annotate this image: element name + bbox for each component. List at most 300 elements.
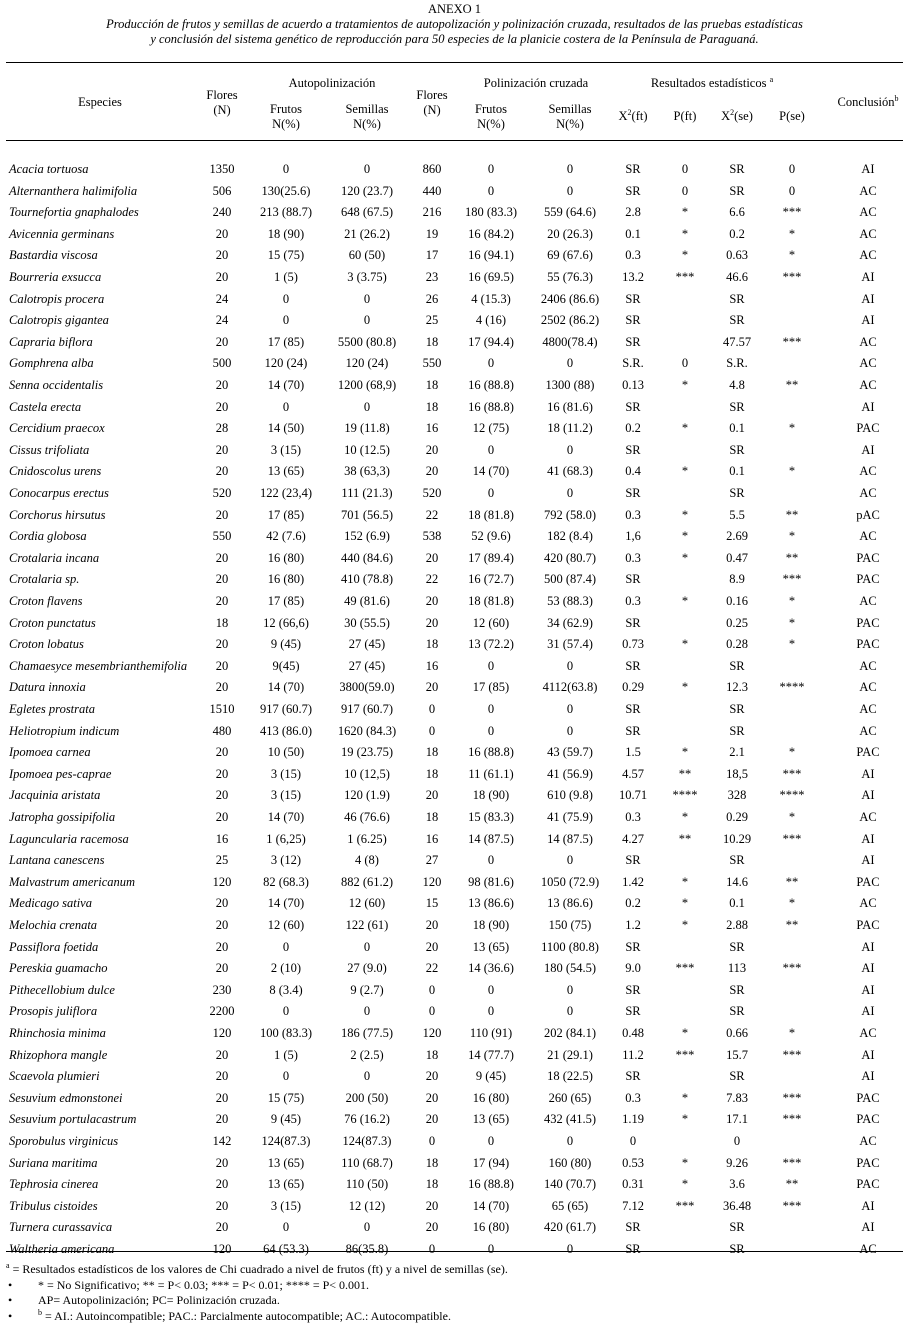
cell-ap-frutos: 17 (85) bbox=[267, 594, 305, 608]
header-pc-frutos bbox=[460, 102, 522, 132]
header-flores-ap-line1: Flores bbox=[206, 88, 238, 102]
cell-x2-ft: 0.2 bbox=[625, 421, 641, 436]
cell-pc-frutos: 16 (69.5) bbox=[468, 270, 514, 284]
cell-pc-semillas: 1300 (88) bbox=[545, 378, 595, 392]
cell-pc-frutos: 14 (77.7) bbox=[468, 1047, 514, 1062]
cell-species: Passiflora foetida bbox=[9, 939, 99, 954]
cell-ap-semillas: 3 (3.75) bbox=[347, 270, 387, 284]
cell-pc-semillas: 0 bbox=[566, 723, 574, 738]
cell-pc-frutos: 12 (60) bbox=[472, 615, 510, 630]
cell-ap-semillas: 5500 (80.8) bbox=[337, 334, 397, 349]
cell-x2-se: SR bbox=[729, 442, 745, 457]
cell-species: Rhinchosia minima bbox=[9, 1026, 106, 1040]
table-row bbox=[0, 980, 909, 1002]
cell-species: Cercidium praecox bbox=[9, 421, 105, 436]
cell-p-se: * bbox=[788, 248, 796, 263]
cell-p-ft: * bbox=[681, 1090, 689, 1105]
cell-flores-pc: 19 bbox=[425, 226, 439, 241]
cell-pc-semillas: 0 bbox=[566, 162, 574, 176]
cell-x2-ft: 9.0 bbox=[625, 961, 641, 976]
cell-x2-se: 0.66 bbox=[726, 1026, 748, 1040]
cell-conclusion: AC bbox=[859, 356, 877, 371]
cell-x2-se: 2.88 bbox=[726, 918, 748, 932]
cell-ap-semillas: 0 bbox=[363, 1004, 371, 1019]
cell-flores-ap: 20 bbox=[215, 378, 229, 392]
cell-pc-frutos: 0 bbox=[487, 1134, 495, 1148]
cell-ap-semillas: 86(35.8) bbox=[345, 1242, 389, 1256]
cell-flores-ap: 20 bbox=[215, 1069, 229, 1084]
cell-ap-semillas: 1 (6.25) bbox=[347, 831, 387, 846]
cell-pc-semillas: 180 (54.5) bbox=[543, 961, 597, 976]
cell-flores-ap: 20 bbox=[215, 334, 229, 349]
cell-ap-semillas: 2 (2.5) bbox=[350, 1047, 384, 1062]
cell-species: Ipomoea pes-caprae bbox=[9, 766, 112, 781]
cell-pc-semillas: 55 (76.3) bbox=[547, 270, 593, 284]
cell-pc-frutos: 18 (81.8) bbox=[468, 594, 514, 608]
cell-ap-frutos: 13 (65) bbox=[267, 464, 305, 479]
cell-pc-frutos: 0 bbox=[487, 1242, 495, 1256]
cell-x2-se: 36.48 bbox=[722, 1198, 752, 1213]
table-row bbox=[0, 505, 909, 527]
cell-ap-semillas: 110 (50) bbox=[345, 1177, 389, 1192]
table-row bbox=[0, 1066, 909, 1088]
cell-pc-semillas: 16 (81.6) bbox=[547, 399, 593, 414]
cell-ap-frutos: 9 (45) bbox=[270, 637, 302, 652]
table-row bbox=[0, 872, 909, 894]
footnote-abbreviations-text: AP= Autopolinización; PC= Polinización cruzada. bbox=[38, 1293, 280, 1307]
cell-x2-ft: 1.5 bbox=[625, 745, 641, 760]
cell-x2-se: 17.1 bbox=[726, 1112, 748, 1127]
footnote-significance bbox=[6, 1278, 903, 1294]
cell-x2-se: SR bbox=[729, 982, 745, 997]
cell-pc-semillas: 0 bbox=[566, 356, 574, 371]
cell-flores-ap: 20 bbox=[215, 961, 229, 976]
cell-p-ft: * bbox=[681, 810, 689, 824]
header-x2-ft bbox=[608, 109, 658, 124]
cell-pc-semillas: 65 (65) bbox=[551, 1198, 589, 1213]
cell-flores-ap: 20 bbox=[215, 680, 229, 695]
cell-pc-semillas: 140 (70.7) bbox=[543, 1177, 597, 1192]
cell-species: Rhizophora mangle bbox=[9, 1047, 108, 1062]
table-row bbox=[0, 807, 909, 829]
cell-species: Capraria biflora bbox=[9, 334, 93, 349]
cell-x2-se: 46.6 bbox=[726, 270, 748, 284]
cell-ap-semillas: 440 (84.6) bbox=[340, 550, 394, 565]
cell-pc-frutos: 16 (88.8) bbox=[468, 378, 514, 392]
cell-ap-semillas: 200 (50) bbox=[345, 1090, 389, 1105]
cell-p-se: *** bbox=[782, 270, 802, 284]
cell-conclusion: AC bbox=[859, 1242, 877, 1256]
cell-conclusion: AI bbox=[861, 961, 875, 976]
cell-pc-frutos: 0 bbox=[487, 356, 495, 371]
cell-x2-se: SR bbox=[729, 183, 745, 198]
cell-ap-frutos: 917 (60.7) bbox=[259, 702, 313, 716]
cell-x2-se: SR bbox=[729, 399, 745, 414]
cell-ap-frutos: 9(45) bbox=[272, 658, 300, 673]
cell-species: Egletes prostrata bbox=[9, 702, 95, 716]
cell-flores-ap: 230 bbox=[212, 982, 232, 997]
cell-ap-frutos: 122 (23,4) bbox=[259, 486, 313, 500]
cell-flores-ap: 20 bbox=[215, 1220, 229, 1235]
cell-flores-pc: 18 bbox=[425, 378, 439, 392]
cell-p-ft: * bbox=[681, 529, 689, 544]
table-row bbox=[0, 721, 909, 743]
cell-x2-ft: 0.48 bbox=[622, 1026, 644, 1040]
cell-p-se: ** bbox=[785, 550, 799, 565]
cell-x2-ft: SR bbox=[625, 183, 641, 198]
cell-flores-pc: 20 bbox=[425, 1069, 439, 1084]
table-row bbox=[0, 245, 909, 267]
cell-p-ft: * bbox=[681, 421, 689, 436]
header-pc-semillas-line2: N(%) bbox=[556, 117, 584, 131]
cell-flores-pc: 0 bbox=[428, 1242, 436, 1256]
cell-pc-frutos: 52 (9.6) bbox=[471, 529, 511, 544]
cell-species: Pithecellobium dulce bbox=[9, 982, 115, 997]
table-row bbox=[0, 1109, 909, 1131]
cell-flores-pc: 22 bbox=[425, 961, 439, 976]
cell-ap-semillas: 0 bbox=[363, 162, 371, 176]
cell-x2-se: 0.47 bbox=[726, 550, 748, 565]
cell-ap-semillas: 0 bbox=[363, 291, 371, 306]
cell-conclusion: AC bbox=[859, 702, 877, 716]
cell-p-ft: * bbox=[681, 745, 689, 760]
cell-pc-semillas: 34 (62.9) bbox=[547, 615, 593, 630]
header-flores-ap bbox=[200, 88, 244, 118]
cell-ap-frutos: 3 (15) bbox=[270, 788, 302, 803]
cell-p-se: ** bbox=[785, 1177, 799, 1192]
cell-flores-pc: 16 bbox=[425, 658, 439, 673]
cell-ap-frutos: 18 (90) bbox=[267, 226, 305, 241]
cell-flores-ap: 20 bbox=[215, 226, 229, 241]
cell-pc-semillas: 1050 (72.9) bbox=[540, 874, 600, 889]
cell-species: Ipomoea carnea bbox=[9, 745, 91, 760]
cell-flores-ap: 20 bbox=[215, 550, 229, 565]
header-pc-semillas bbox=[528, 102, 612, 132]
cell-ap-frutos: 1 (5) bbox=[274, 1047, 298, 1062]
cell-flores-pc: 16 bbox=[425, 421, 439, 436]
cell-pc-semillas: 0 bbox=[566, 982, 574, 997]
cell-conclusion: PAC bbox=[856, 918, 880, 932]
cell-flores-ap: 520 bbox=[212, 486, 232, 500]
cell-x2-ft: 0.13 bbox=[622, 378, 644, 392]
cell-ap-frutos: 64 (53.3) bbox=[263, 1242, 309, 1256]
cell-pc-frutos: 0 bbox=[487, 853, 495, 868]
cell-species: Alternanthera halimifolia bbox=[9, 183, 138, 198]
cell-conclusion: pAC bbox=[856, 507, 880, 522]
cell-p-ft: * bbox=[681, 248, 689, 263]
cell-pc-semillas: 0 bbox=[566, 702, 574, 716]
cell-pc-semillas: 0 bbox=[566, 853, 574, 868]
cell-pc-frutos: 16 (72.7) bbox=[468, 572, 514, 587]
cell-ap-frutos: 213 (88.7) bbox=[259, 205, 313, 220]
cell-flores-ap: 20 bbox=[215, 1155, 229, 1170]
cell-ap-semillas: 120 (24) bbox=[345, 356, 389, 371]
cell-flores-pc: 23 bbox=[425, 270, 439, 284]
cell-x2-se: 0.2 bbox=[729, 226, 745, 241]
cell-pc-semillas: 13 (86.6) bbox=[547, 896, 593, 911]
cell-p-ft: 0 bbox=[681, 162, 689, 176]
header-pc-semillas-line1: Semillas bbox=[548, 102, 592, 116]
header-ap-frutos bbox=[256, 102, 316, 132]
cell-p-ft: * bbox=[681, 1112, 689, 1127]
cell-flores-pc: 20 bbox=[425, 788, 439, 803]
cell-pc-semillas: 4112(63.8) bbox=[542, 680, 598, 695]
cell-flores-ap: 28 bbox=[215, 421, 229, 436]
cell-p-se: * bbox=[788, 896, 796, 911]
cell-x2-ft: S.R. bbox=[622, 356, 644, 371]
cell-pc-semillas: 420 (61.7) bbox=[543, 1220, 597, 1235]
cell-species: Cnidoscolus urens bbox=[9, 464, 102, 479]
cell-x2-se: SR bbox=[729, 1220, 745, 1235]
cell-conclusion: AC bbox=[859, 594, 877, 608]
header-rule bbox=[6, 140, 903, 141]
cell-species: Bourreria exsucca bbox=[9, 270, 102, 284]
cell-flores-ap: 25 bbox=[215, 853, 229, 868]
cell-p-se: *** bbox=[782, 334, 802, 349]
cell-conclusion: PAC bbox=[856, 1112, 880, 1127]
cell-flores-ap: 506 bbox=[212, 183, 232, 198]
cell-pc-frutos: 16 (94.1) bbox=[468, 248, 514, 263]
cell-ap-frutos: 130(25.6) bbox=[261, 183, 311, 198]
footnotes bbox=[6, 1262, 903, 1324]
table-row bbox=[0, 1001, 909, 1023]
header-x2-se-sup: 2 bbox=[730, 107, 735, 117]
cell-species: Chamaesyce mesembrianthemifolia bbox=[9, 658, 188, 673]
cell-flores-ap: 2200 bbox=[209, 1004, 235, 1019]
cell-pc-semillas: 2406 (86.6) bbox=[540, 291, 600, 306]
cell-flores-ap: 18 bbox=[215, 615, 229, 630]
cell-conclusion: AI bbox=[861, 1069, 875, 1084]
table-row bbox=[0, 159, 909, 181]
table-row bbox=[0, 353, 909, 375]
cell-flores-pc: 17 bbox=[425, 248, 439, 263]
cell-ap-semillas: 4 (8) bbox=[355, 853, 379, 868]
cell-ap-frutos: 1 (6,25) bbox=[266, 831, 306, 846]
cell-x2-ft: 13.2 bbox=[622, 270, 644, 284]
cell-flores-pc: 0 bbox=[428, 723, 436, 738]
cell-flores-pc: 550 bbox=[422, 356, 442, 371]
cell-p-se: 0 bbox=[788, 162, 796, 176]
cell-p-ft: * bbox=[681, 226, 689, 241]
cell-flores-ap: 20 bbox=[215, 464, 229, 479]
cell-ap-semillas: 10 (12.5) bbox=[344, 442, 390, 457]
cell-ap-frutos: 14 (70) bbox=[267, 896, 305, 911]
cell-flores-ap: 20 bbox=[215, 1177, 229, 1192]
cell-ap-frutos: 0 bbox=[282, 162, 290, 176]
table-row bbox=[0, 1045, 909, 1067]
cell-flores-pc: 538 bbox=[422, 529, 442, 544]
cell-flores-ap: 20 bbox=[215, 399, 229, 414]
table-row bbox=[0, 1023, 909, 1045]
cell-species: Croton punctatus bbox=[9, 615, 96, 630]
cell-x2-se: 7.83 bbox=[726, 1090, 748, 1105]
cell-conclusion: AI bbox=[861, 766, 875, 781]
cell-ap-frutos: 0 bbox=[282, 399, 290, 414]
cell-species: Waltheria americana bbox=[9, 1242, 115, 1256]
cell-ap-frutos: 3 (12) bbox=[270, 853, 302, 868]
cell-conclusion: AC bbox=[859, 723, 877, 738]
cell-pc-frutos: 0 bbox=[487, 702, 495, 716]
cell-x2-se: 0.1 bbox=[729, 421, 745, 436]
cell-p-ft: * bbox=[681, 637, 689, 652]
cell-ap-frutos: 100 (83.3) bbox=[259, 1026, 313, 1040]
cell-conclusion: PAC bbox=[856, 1177, 880, 1192]
cell-species: Tephrosia cinerea bbox=[9, 1177, 99, 1192]
table-row bbox=[0, 677, 909, 699]
cell-pc-frutos: 0 bbox=[487, 486, 495, 500]
cell-pc-frutos: 16 (88.8) bbox=[468, 399, 514, 414]
cell-x2-se: 14.6 bbox=[726, 874, 748, 889]
cell-ap-semillas: 0 bbox=[363, 399, 371, 414]
table-row bbox=[0, 461, 909, 483]
cell-p-ft: * bbox=[681, 507, 689, 522]
annex-heading: ANEXO 1 bbox=[427, 2, 482, 16]
cell-pc-semillas: 202 (84.1) bbox=[543, 1026, 597, 1040]
table-row bbox=[0, 548, 909, 570]
header-pc-frutos-line2: N(%) bbox=[477, 117, 505, 131]
cell-pc-frutos: 4 (16) bbox=[475, 313, 507, 328]
cell-p-ft: * bbox=[681, 680, 689, 695]
cell-conclusion: AC bbox=[859, 1134, 877, 1148]
table-row bbox=[0, 850, 909, 872]
cell-pc-semillas: 559 (64.6) bbox=[543, 205, 597, 220]
cell-conclusion: AC bbox=[859, 378, 877, 392]
cell-ap-frutos: 17 (85) bbox=[267, 507, 305, 522]
cell-pc-semillas: 420 (80.7) bbox=[543, 550, 597, 565]
cell-species: Sesuvium edmonstonei bbox=[9, 1090, 123, 1105]
cell-x2-se: 47.57 bbox=[722, 334, 752, 349]
cell-flores-ap: 1510 bbox=[209, 702, 235, 716]
cell-p-ft: * bbox=[681, 594, 689, 608]
cell-p-ft: * bbox=[681, 550, 689, 565]
cell-flores-pc: 20 bbox=[425, 1198, 439, 1213]
cell-ap-semillas: 186 (77.5) bbox=[340, 1026, 394, 1040]
header-flores-pc bbox=[413, 88, 451, 118]
cell-x2-se: 2.1 bbox=[729, 745, 745, 760]
cell-x2-ft: 4.57 bbox=[622, 766, 644, 781]
cell-x2-ft: 0.31 bbox=[622, 1177, 644, 1192]
cell-ap-semillas: 111 (21.3) bbox=[341, 486, 393, 500]
cell-pc-frutos: 4 (15.3) bbox=[471, 291, 511, 306]
cell-x2-se: 12.3 bbox=[726, 680, 748, 695]
cell-ap-frutos: 8 (3.4) bbox=[269, 982, 303, 997]
cell-ap-frutos: 0 bbox=[282, 291, 290, 306]
cell-ap-frutos: 17 (85) bbox=[267, 334, 305, 349]
cell-flores-pc: 22 bbox=[425, 572, 439, 587]
cell-x2-ft: SR bbox=[625, 442, 641, 457]
cell-ap-semillas: 110 (68.7) bbox=[341, 1155, 393, 1170]
cell-flores-ap: 480 bbox=[212, 723, 232, 738]
cell-x2-ft: SR bbox=[625, 313, 641, 328]
cell-pc-frutos: 14 (70) bbox=[472, 1198, 510, 1213]
cell-ap-semillas: 120 (1.9) bbox=[344, 788, 390, 803]
cell-x2-ft: 2.8 bbox=[625, 205, 641, 220]
cell-species: Croton flavens bbox=[9, 594, 83, 608]
cell-p-se: *** bbox=[782, 961, 802, 976]
cell-p-se: ** bbox=[785, 378, 799, 392]
header-x2-se bbox=[706, 109, 768, 124]
cell-pc-semillas: 41 (68.3) bbox=[547, 464, 593, 479]
cell-x2-se: SR bbox=[729, 1242, 745, 1256]
cell-pc-semillas: 53 (88.3) bbox=[547, 594, 593, 608]
footnote-b bbox=[6, 1309, 903, 1325]
header-resultados-sup: a bbox=[769, 74, 774, 84]
cell-p-se: * bbox=[788, 464, 796, 479]
table-row bbox=[0, 440, 909, 462]
cell-ap-semillas: 410 (78.8) bbox=[340, 572, 394, 587]
cell-pc-frutos: 110 (91) bbox=[469, 1026, 513, 1040]
cell-pc-semillas: 0 bbox=[566, 486, 574, 500]
cell-ap-semillas: 19 (11.8) bbox=[344, 421, 390, 436]
cell-ap-semillas: 27 (45) bbox=[348, 658, 386, 673]
cell-p-se: **** bbox=[779, 788, 805, 803]
cell-flores-ap: 24 bbox=[215, 313, 229, 328]
cell-species: Medicago sativa bbox=[9, 896, 92, 911]
cell-flores-ap: 20 bbox=[215, 248, 229, 263]
cell-pc-frutos: 180 (83.3) bbox=[464, 205, 518, 220]
cell-ap-frutos: 0 bbox=[282, 939, 290, 954]
cell-p-se: ** bbox=[785, 918, 799, 932]
cell-p-se: * bbox=[788, 226, 796, 241]
cell-pc-frutos: 13 (65) bbox=[472, 1112, 510, 1127]
header-x2-se-x: X bbox=[721, 109, 731, 123]
table-caption-line-1: Producción de frutos y semillas de acuerdo a tratamientos de autopolización y polinización cruzada, resultados de las pruebas estadísticas bbox=[106, 17, 803, 31]
table-row bbox=[0, 613, 909, 635]
cell-conclusion: AI bbox=[861, 291, 875, 306]
cell-x2-ft: SR bbox=[625, 723, 641, 738]
cell-x2-se: 5.5 bbox=[729, 507, 745, 522]
cell-p-ft: 0 bbox=[681, 183, 689, 198]
cell-x2-ft: 0.29 bbox=[622, 680, 644, 695]
cell-species: Gomphrena alba bbox=[9, 356, 94, 371]
cell-species: Calotropis gigantea bbox=[9, 313, 109, 328]
header-ap-semillas bbox=[326, 102, 408, 132]
header-conclusion-label: Conclusión bbox=[837, 95, 895, 109]
table-row bbox=[0, 1131, 909, 1153]
cell-flores-pc: 860 bbox=[422, 162, 442, 176]
footnote-b-text: = AI.: Autoincompatible; PAC.: Parcialmente autocompatible; AC.: Autocompatible. bbox=[45, 1308, 451, 1323]
header-x2-se-unit: (se) bbox=[734, 109, 753, 123]
cell-flores-ap: 20 bbox=[215, 810, 229, 824]
cell-conclusion: AC bbox=[859, 248, 877, 263]
cell-x2-ft: 0.53 bbox=[622, 1155, 644, 1170]
table-row bbox=[0, 202, 909, 224]
cell-flores-ap: 20 bbox=[215, 918, 229, 932]
cell-x2-se: 3.6 bbox=[729, 1177, 745, 1192]
cell-conclusion: AI bbox=[861, 162, 875, 176]
cell-pc-frutos: 16 (80) bbox=[472, 1220, 510, 1235]
cell-flores-pc: 0 bbox=[428, 702, 436, 716]
cell-ap-frutos: 13 (65) bbox=[267, 1155, 305, 1170]
cell-flores-pc: 26 bbox=[425, 291, 439, 306]
cell-flores-pc: 0 bbox=[428, 1004, 436, 1019]
table-row bbox=[0, 483, 909, 505]
cell-p-ft: *** bbox=[675, 961, 695, 976]
cell-ap-semillas: 124(87.3) bbox=[342, 1134, 392, 1148]
cell-conclusion: PAC bbox=[856, 421, 880, 436]
cell-ap-semillas: 0 bbox=[363, 1220, 371, 1235]
cell-ap-frutos: 14 (70) bbox=[267, 378, 305, 392]
table-row bbox=[0, 1153, 909, 1175]
cell-conclusion: AC bbox=[859, 680, 877, 695]
table-caption-line-2: y conclusión del sistema genético de reproducción para 50 especies de la planicie costera de la Península de Paraguaná. bbox=[150, 32, 759, 46]
top-rule bbox=[6, 62, 903, 63]
cell-p-se: * bbox=[788, 745, 796, 760]
cell-ap-frutos: 0 bbox=[282, 1220, 290, 1235]
cell-conclusion: AC bbox=[859, 183, 877, 198]
cell-species: Corchorus hirsutus bbox=[9, 507, 106, 522]
cell-conclusion: AI bbox=[861, 313, 875, 328]
